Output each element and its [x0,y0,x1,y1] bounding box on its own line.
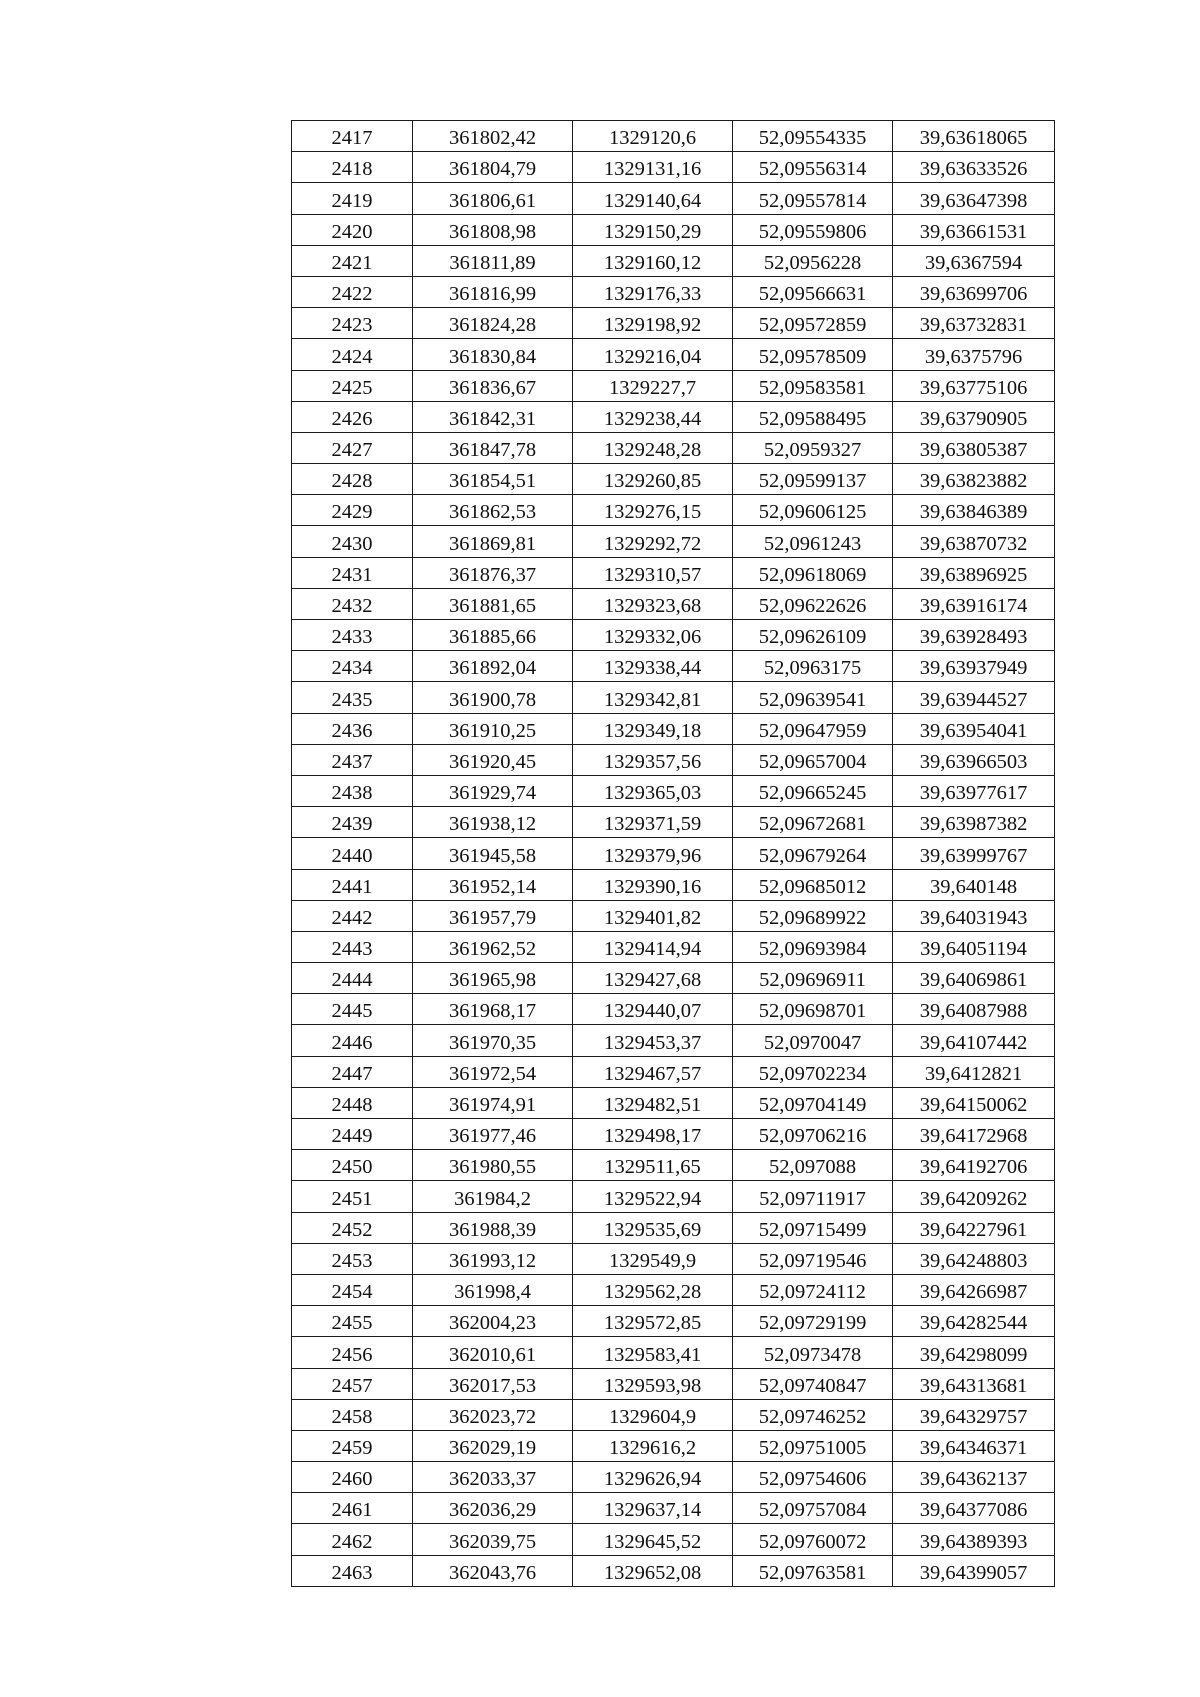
longitude-cell: 39,64227961 [893,1212,1055,1243]
table-row [292,588,1055,619]
point-number-cell: 2438 [292,775,413,806]
latitude-cell: 52,0959327 [733,432,893,463]
coord-y-cell: 1329390,16 [573,869,733,900]
coord-x-cell: 361952,14 [413,869,573,900]
point-number-cell: 2441 [292,869,413,900]
table-row [292,464,1055,495]
table-row [292,1243,1055,1274]
table-row [292,744,1055,775]
longitude-cell: 39,64192706 [893,1150,1055,1181]
coordinates-table [291,120,1055,1587]
table-row [292,1119,1055,1150]
point-number-cell: 2454 [292,1274,413,1305]
coord-x-cell: 361998,4 [413,1274,573,1305]
longitude-cell: 39,63896925 [893,557,1055,588]
coord-x-cell: 361804,79 [413,152,573,183]
longitude-cell: 39,64298099 [893,1337,1055,1368]
table-row [292,308,1055,339]
point-number-cell: 2434 [292,651,413,682]
table-row [292,370,1055,401]
point-number-cell: 2457 [292,1368,413,1399]
latitude-cell: 52,09583581 [733,370,893,401]
longitude-cell: 39,63977617 [893,775,1055,806]
coord-x-cell: 361847,78 [413,432,573,463]
coord-x-cell: 361920,45 [413,744,573,775]
coord-y-cell: 1329357,56 [573,744,733,775]
point-number-cell: 2422 [292,276,413,307]
longitude-cell: 39,64282544 [893,1306,1055,1337]
point-number-cell: 2431 [292,557,413,588]
coord-y-cell: 1329332,06 [573,620,733,651]
longitude-cell: 39,64172968 [893,1119,1055,1150]
latitude-cell: 52,09760072 [733,1524,893,1555]
point-number-cell: 2425 [292,370,413,401]
table-row [292,1056,1055,1087]
coord-x-cell: 361816,99 [413,276,573,307]
latitude-cell: 52,09622626 [733,588,893,619]
coord-y-cell: 1329176,33 [573,276,733,307]
coord-x-cell: 361977,46 [413,1119,573,1150]
latitude-cell: 52,09693984 [733,931,893,962]
coord-y-cell: 1329140,64 [573,183,733,214]
coord-y-cell: 1329216,04 [573,339,733,370]
coord-y-cell: 1329227,7 [573,370,733,401]
table-row [292,620,1055,651]
latitude-cell: 52,0973478 [733,1337,893,1368]
latitude-cell: 52,09626109 [733,620,893,651]
table-row [292,807,1055,838]
longitude-cell: 39,640148 [893,869,1055,900]
longitude-cell: 39,63775106 [893,370,1055,401]
longitude-cell: 39,64150062 [893,1087,1055,1118]
longitude-cell: 39,64209262 [893,1181,1055,1212]
coord-y-cell: 1329414,94 [573,931,733,962]
latitude-cell: 52,09679264 [733,838,893,869]
coord-y-cell: 1329645,52 [573,1524,733,1555]
table-row [292,931,1055,962]
latitude-cell: 52,09757084 [733,1493,893,1524]
point-number-cell: 2424 [292,339,413,370]
coord-x-cell: 361957,79 [413,900,573,931]
coord-x-cell: 361836,67 [413,370,573,401]
coord-y-cell: 1329593,98 [573,1368,733,1399]
latitude-cell: 52,09754606 [733,1462,893,1493]
point-number-cell: 2437 [292,744,413,775]
coord-y-cell: 1329535,69 [573,1212,733,1243]
coord-x-cell: 362023,72 [413,1399,573,1430]
point-number-cell: 2429 [292,495,413,526]
point-number-cell: 2421 [292,245,413,276]
table-row [292,214,1055,245]
latitude-cell: 52,0956228 [733,245,893,276]
coord-x-cell: 362039,75 [413,1524,573,1555]
point-number-cell: 2459 [292,1430,413,1461]
longitude-cell: 39,6412821 [893,1056,1055,1087]
longitude-cell: 39,6367594 [893,245,1055,276]
coord-x-cell: 361881,65 [413,588,573,619]
table-row [292,183,1055,214]
longitude-cell: 39,63954041 [893,713,1055,744]
latitude-cell: 52,09746252 [733,1399,893,1430]
coord-y-cell: 1329562,28 [573,1274,733,1305]
point-number-cell: 2417 [292,121,413,152]
latitude-cell: 52,09715499 [733,1212,893,1243]
coord-y-cell: 1329511,65 [573,1150,733,1181]
longitude-cell: 39,63790905 [893,401,1055,432]
longitude-cell: 39,63987382 [893,807,1055,838]
point-number-cell: 2463 [292,1555,413,1586]
coord-y-cell: 1329338,44 [573,651,733,682]
coord-y-cell: 1329131,16 [573,152,733,183]
coord-x-cell: 362043,76 [413,1555,573,1586]
latitude-cell: 52,09554335 [733,121,893,152]
latitude-cell: 52,09606125 [733,495,893,526]
point-number-cell: 2440 [292,838,413,869]
point-number-cell: 2423 [292,308,413,339]
table-row [292,432,1055,463]
coord-x-cell: 361965,98 [413,963,573,994]
coord-y-cell: 1329652,08 [573,1555,733,1586]
coord-x-cell: 361862,53 [413,495,573,526]
point-number-cell: 2426 [292,401,413,432]
coord-y-cell: 1329248,28 [573,432,733,463]
longitude-cell: 39,64329757 [893,1399,1055,1430]
latitude-cell: 52,09702234 [733,1056,893,1087]
table-row [292,1087,1055,1118]
coord-y-cell: 1329467,57 [573,1056,733,1087]
coord-x-cell: 361842,31 [413,401,573,432]
point-number-cell: 2418 [292,152,413,183]
table-row [292,1337,1055,1368]
table-row [292,276,1055,307]
coord-x-cell: 361811,89 [413,245,573,276]
coord-x-cell: 361802,42 [413,121,573,152]
coord-y-cell: 1329572,85 [573,1306,733,1337]
table-row [292,869,1055,900]
longitude-cell: 39,64362137 [893,1462,1055,1493]
longitude-cell: 39,63999767 [893,838,1055,869]
point-number-cell: 2419 [292,183,413,214]
latitude-cell: 52,09763581 [733,1555,893,1586]
latitude-cell: 52,09647959 [733,713,893,744]
coord-x-cell: 361869,81 [413,526,573,557]
latitude-cell: 52,09719546 [733,1243,893,1274]
coord-x-cell: 361938,12 [413,807,573,838]
table-row [292,1368,1055,1399]
point-number-cell: 2435 [292,682,413,713]
latitude-cell: 52,0961243 [733,526,893,557]
table-row [292,682,1055,713]
coord-y-cell: 1329292,72 [573,526,733,557]
latitude-cell: 52,09578509 [733,339,893,370]
latitude-cell: 52,09724112 [733,1274,893,1305]
longitude-cell: 39,64069861 [893,963,1055,994]
longitude-cell: 39,63870732 [893,526,1055,557]
point-number-cell: 2449 [292,1119,413,1150]
coord-y-cell: 1329150,29 [573,214,733,245]
longitude-cell: 39,64107442 [893,1025,1055,1056]
coord-x-cell: 361910,25 [413,713,573,744]
latitude-cell: 52,09706216 [733,1119,893,1150]
coord-x-cell: 361830,84 [413,339,573,370]
point-number-cell: 2427 [292,432,413,463]
longitude-cell: 39,64248803 [893,1243,1055,1274]
latitude-cell: 52,09599137 [733,464,893,495]
point-number-cell: 2455 [292,1306,413,1337]
latitude-cell: 52,09740847 [733,1368,893,1399]
longitude-cell: 39,63618065 [893,121,1055,152]
longitude-cell: 39,63633526 [893,152,1055,183]
table-row [292,994,1055,1025]
coord-y-cell: 1329323,68 [573,588,733,619]
coord-y-cell: 1329379,96 [573,838,733,869]
point-number-cell: 2420 [292,214,413,245]
coord-y-cell: 1329349,18 [573,713,733,744]
table-row [292,152,1055,183]
coord-y-cell: 1329371,59 [573,807,733,838]
table-row [292,1399,1055,1430]
coord-y-cell: 1329427,68 [573,963,733,994]
table-row [292,495,1055,526]
longitude-cell: 39,63928493 [893,620,1055,651]
longitude-cell: 39,64266987 [893,1274,1055,1305]
latitude-cell: 52,09588495 [733,401,893,432]
longitude-cell: 39,63661531 [893,214,1055,245]
table-row [292,1493,1055,1524]
latitude-cell: 52,09689922 [733,900,893,931]
coord-y-cell: 1329440,07 [573,994,733,1025]
table-row [292,526,1055,557]
longitude-cell: 39,64346371 [893,1430,1055,1461]
coord-x-cell: 361824,28 [413,308,573,339]
coord-y-cell: 1329453,37 [573,1025,733,1056]
point-number-cell: 2448 [292,1087,413,1118]
coord-x-cell: 361993,12 [413,1243,573,1274]
coord-y-cell: 1329276,15 [573,495,733,526]
point-number-cell: 2445 [292,994,413,1025]
point-number-cell: 2432 [292,588,413,619]
latitude-cell: 52,0963175 [733,651,893,682]
coord-x-cell: 362036,29 [413,1493,573,1524]
longitude-cell: 39,6375796 [893,339,1055,370]
latitude-cell: 52,09618069 [733,557,893,588]
longitude-cell: 39,63823882 [893,464,1055,495]
table-row [292,1181,1055,1212]
coord-x-cell: 361806,61 [413,183,573,214]
longitude-cell: 39,64313681 [893,1368,1055,1399]
table-row [292,401,1055,432]
table-row [292,1555,1055,1586]
latitude-cell: 52,09572859 [733,308,893,339]
coord-y-cell: 1329604,9 [573,1399,733,1430]
coord-y-cell: 1329198,92 [573,308,733,339]
table-row [292,775,1055,806]
table-row [292,1430,1055,1461]
latitude-cell: 52,09696911 [733,963,893,994]
point-number-cell: 2430 [292,526,413,557]
coord-x-cell: 362033,37 [413,1462,573,1493]
coord-y-cell: 1329522,94 [573,1181,733,1212]
table-row [292,121,1055,152]
table-row [292,557,1055,588]
coord-x-cell: 361892,04 [413,651,573,682]
point-number-cell: 2452 [292,1212,413,1243]
table-row [292,838,1055,869]
latitude-cell: 52,09751005 [733,1430,893,1461]
table-row [292,1462,1055,1493]
coord-y-cell: 1329401,82 [573,900,733,931]
table-row [292,1274,1055,1305]
point-number-cell: 2439 [292,807,413,838]
longitude-cell: 39,63732831 [893,308,1055,339]
point-number-cell: 2428 [292,464,413,495]
table-row [292,1306,1055,1337]
coord-x-cell: 361929,74 [413,775,573,806]
point-number-cell: 2450 [292,1150,413,1181]
coord-y-cell: 1329120,6 [573,121,733,152]
latitude-cell: 52,09556314 [733,152,893,183]
point-number-cell: 2433 [292,620,413,651]
coord-x-cell: 361968,17 [413,994,573,1025]
latitude-cell: 52,09557814 [733,183,893,214]
latitude-cell: 52,09639541 [733,682,893,713]
table-row [292,339,1055,370]
point-number-cell: 2460 [292,1462,413,1493]
point-number-cell: 2436 [292,713,413,744]
longitude-cell: 39,63846389 [893,495,1055,526]
point-number-cell: 2443 [292,931,413,962]
latitude-cell: 52,09711917 [733,1181,893,1212]
latitude-cell: 52,09729199 [733,1306,893,1337]
coord-y-cell: 1329160,12 [573,245,733,276]
coord-x-cell: 361808,98 [413,214,573,245]
table-row [292,1025,1055,1056]
table-row [292,963,1055,994]
coord-y-cell: 1329498,17 [573,1119,733,1150]
longitude-cell: 39,64399057 [893,1555,1055,1586]
coord-y-cell: 1329549,9 [573,1243,733,1274]
point-number-cell: 2456 [292,1337,413,1368]
longitude-cell: 39,64377086 [893,1493,1055,1524]
longitude-cell: 39,63966503 [893,744,1055,775]
coord-x-cell: 361974,91 [413,1087,573,1118]
point-number-cell: 2458 [292,1399,413,1430]
table-row [292,900,1055,931]
coord-x-cell: 361980,55 [413,1150,573,1181]
coord-x-cell: 361854,51 [413,464,573,495]
coord-y-cell: 1329260,85 [573,464,733,495]
coord-y-cell: 1329238,44 [573,401,733,432]
coord-y-cell: 1329583,41 [573,1337,733,1368]
latitude-cell: 52,09665245 [733,775,893,806]
table-row [292,1524,1055,1555]
table-row [292,651,1055,682]
table-row [292,1150,1055,1181]
coord-x-cell: 361885,66 [413,620,573,651]
coord-x-cell: 361900,78 [413,682,573,713]
longitude-cell: 39,63805387 [893,432,1055,463]
coord-x-cell: 361970,35 [413,1025,573,1056]
coord-x-cell: 362029,19 [413,1430,573,1461]
table-row [292,1212,1055,1243]
coord-y-cell: 1329616,2 [573,1430,733,1461]
latitude-cell: 52,0970047 [733,1025,893,1056]
point-number-cell: 2462 [292,1524,413,1555]
coord-x-cell: 361962,52 [413,931,573,962]
point-number-cell: 2444 [292,963,413,994]
table-row [292,245,1055,276]
latitude-cell: 52,09704149 [733,1087,893,1118]
coord-x-cell: 361876,37 [413,557,573,588]
longitude-cell: 39,63937949 [893,651,1055,682]
longitude-cell: 39,63647398 [893,183,1055,214]
point-number-cell: 2451 [292,1181,413,1212]
latitude-cell: 52,09566631 [733,276,893,307]
latitude-cell: 52,09559806 [733,214,893,245]
point-number-cell: 2453 [292,1243,413,1274]
coord-y-cell: 1329310,57 [573,557,733,588]
longitude-cell: 39,64031943 [893,900,1055,931]
coord-x-cell: 361945,58 [413,838,573,869]
latitude-cell: 52,09672681 [733,807,893,838]
coord-y-cell: 1329365,03 [573,775,733,806]
coord-y-cell: 1329626,94 [573,1462,733,1493]
coord-y-cell: 1329342,81 [573,682,733,713]
longitude-cell: 39,64087988 [893,994,1055,1025]
latitude-cell: 52,09685012 [733,869,893,900]
longitude-cell: 39,63916174 [893,588,1055,619]
point-number-cell: 2447 [292,1056,413,1087]
longitude-cell: 39,64051194 [893,931,1055,962]
coord-x-cell: 361984,2 [413,1181,573,1212]
coord-x-cell: 362004,23 [413,1306,573,1337]
coord-y-cell: 1329637,14 [573,1493,733,1524]
coordinates-table-body [292,121,1055,1587]
point-number-cell: 2446 [292,1025,413,1056]
longitude-cell: 39,63699706 [893,276,1055,307]
longitude-cell: 39,63944527 [893,682,1055,713]
coord-x-cell: 361972,54 [413,1056,573,1087]
coord-x-cell: 362017,53 [413,1368,573,1399]
longitude-cell: 39,64389393 [893,1524,1055,1555]
table-row [292,713,1055,744]
point-number-cell: 2461 [292,1493,413,1524]
latitude-cell: 52,09698701 [733,994,893,1025]
coord-x-cell: 361988,39 [413,1212,573,1243]
latitude-cell: 52,09657004 [733,744,893,775]
coord-y-cell: 1329482,51 [573,1087,733,1118]
point-number-cell: 2442 [292,900,413,931]
latitude-cell: 52,097088 [733,1150,893,1181]
coord-x-cell: 362010,61 [413,1337,573,1368]
